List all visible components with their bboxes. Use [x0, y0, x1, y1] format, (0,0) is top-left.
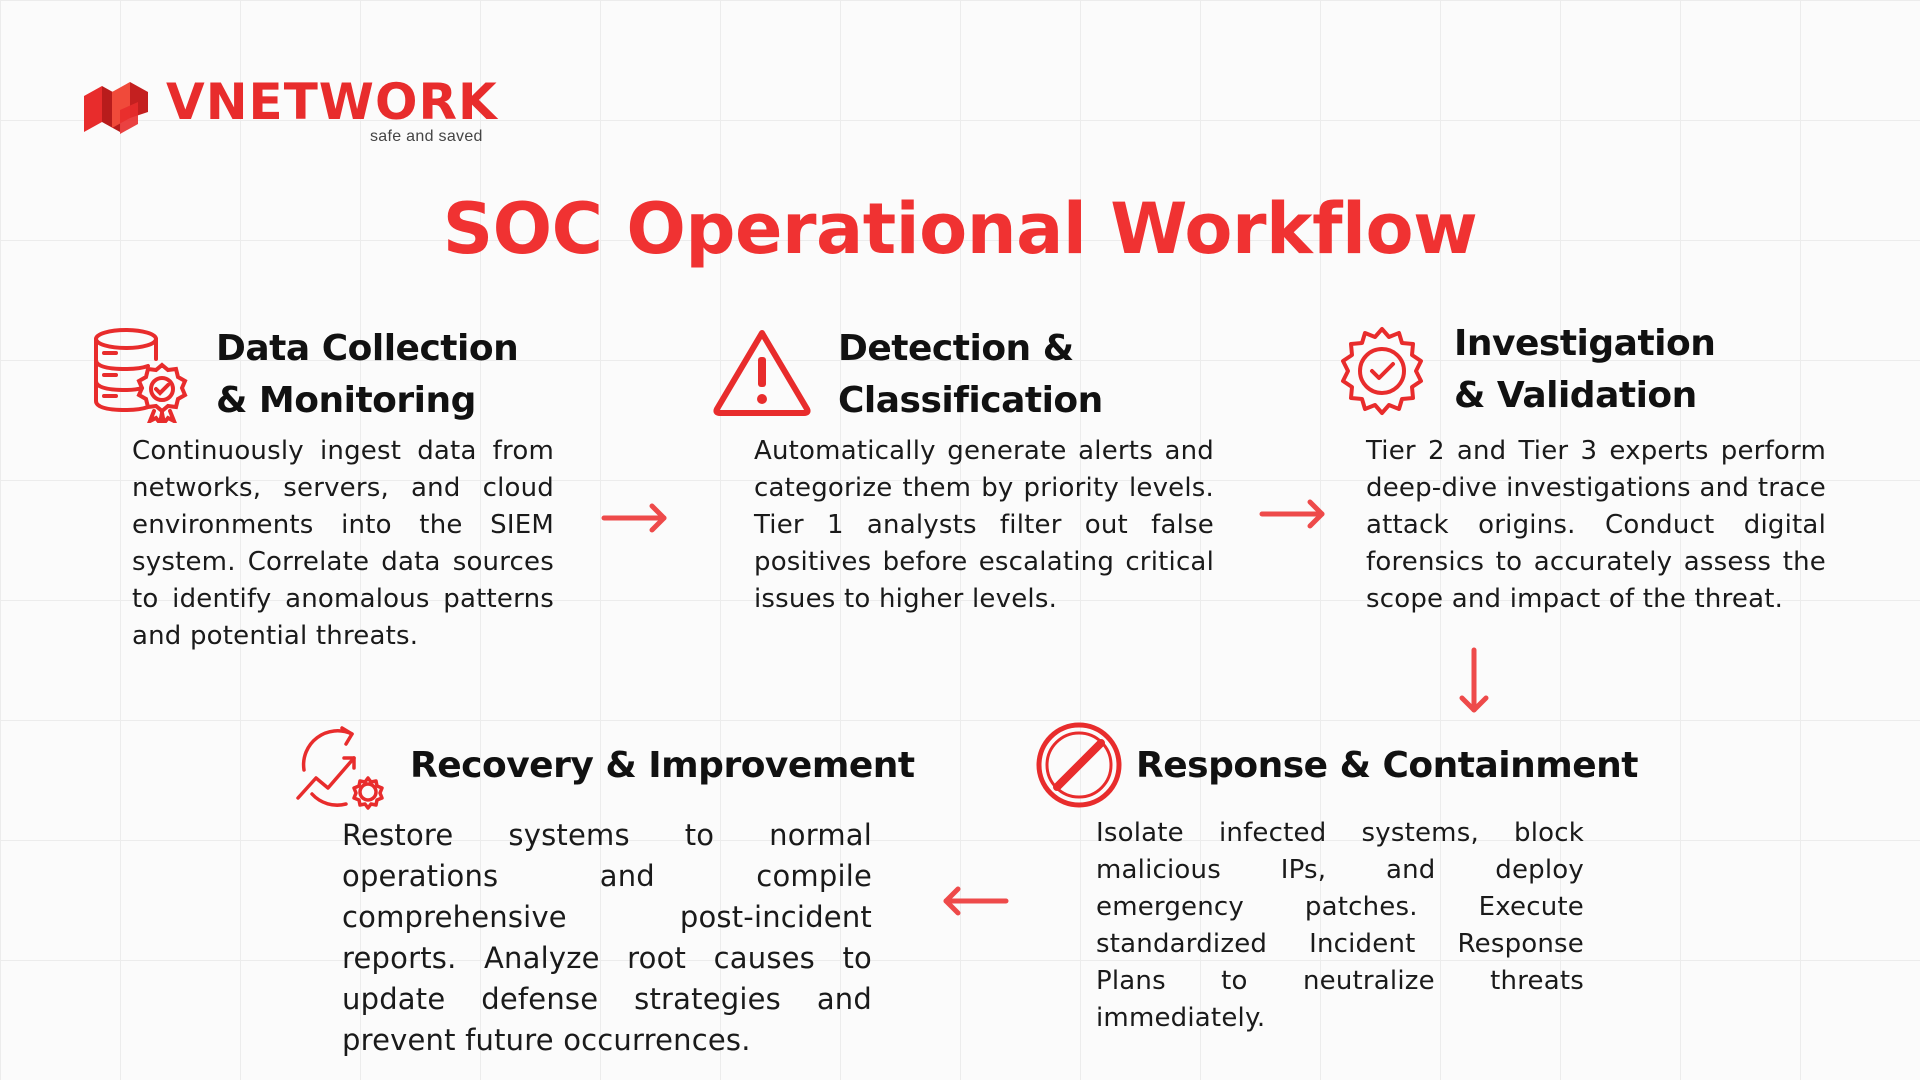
step-5-title-line1: Recovery & Improvement	[410, 745, 915, 786]
step-1-description: Continuously ingest data from networks, servers, and cloud environments into the SIEM system. Correlate data sources to identify anomalous patterns and potential threats.	[132, 436, 554, 651]
step-3-title	[1454, 318, 1715, 422]
arrow-down-icon	[1456, 646, 1492, 718]
warning-triangle-icon	[712, 327, 812, 417]
step-2-title	[838, 323, 1103, 427]
step-1-title	[216, 323, 518, 427]
growth-gear-icon	[294, 722, 390, 812]
brand-name: VNETWORK	[166, 73, 498, 131]
brand-tagline: safe and saved	[370, 128, 483, 145]
step-4-title	[1136, 740, 1638, 792]
arrow-right-icon	[1258, 496, 1330, 532]
arrow-left-icon	[938, 883, 1010, 919]
step-1-title-line1: Data Collection	[216, 328, 519, 369]
step-2-title-line2: Classification	[838, 380, 1103, 421]
brand-logo	[80, 70, 520, 150]
step-5-title	[410, 740, 915, 792]
arrow-right-icon	[600, 500, 672, 536]
step-1-title-line2: & Monitoring	[216, 380, 476, 421]
step-3-description: Tier 2 and Tier 3 experts perform deep-dive investigations and trace attack origins. Conduct digital forensics to accurately assess the scope and impact of the threat.	[1366, 436, 1826, 614]
step-4-title-line1: Response & Containment	[1136, 745, 1639, 786]
gear-check-icon	[1336, 325, 1428, 417]
prohibited-icon	[1034, 720, 1124, 810]
step-3-title-line2: & Validation	[1454, 375, 1697, 416]
step-4-description: Isolate infected systems, block malicious IPs, and deploy emergency patches. Execute standardized Incident Response Plans to neutralize threats immediately.	[1096, 818, 1584, 1033]
step-2-description: Automatically generate alerts and categorize them by priority levels. Tier 1 analysts filter out false positives before escalating critical issues to higher levels.	[754, 436, 1214, 614]
database-badge-icon	[90, 325, 194, 423]
step-3-title-line1: Investigation	[1454, 323, 1716, 364]
step-5-description: Restore systems to normal operations and compile comprehensive post-incident reports. Analyze root causes to update defense strategies and prevent future occurrences.	[342, 818, 872, 1057]
vnetwork-logo-icon	[80, 72, 152, 144]
step-2-title-line1: Detection &	[838, 328, 1074, 369]
page-title: SOC Operational Workflow	[442, 188, 1478, 270]
